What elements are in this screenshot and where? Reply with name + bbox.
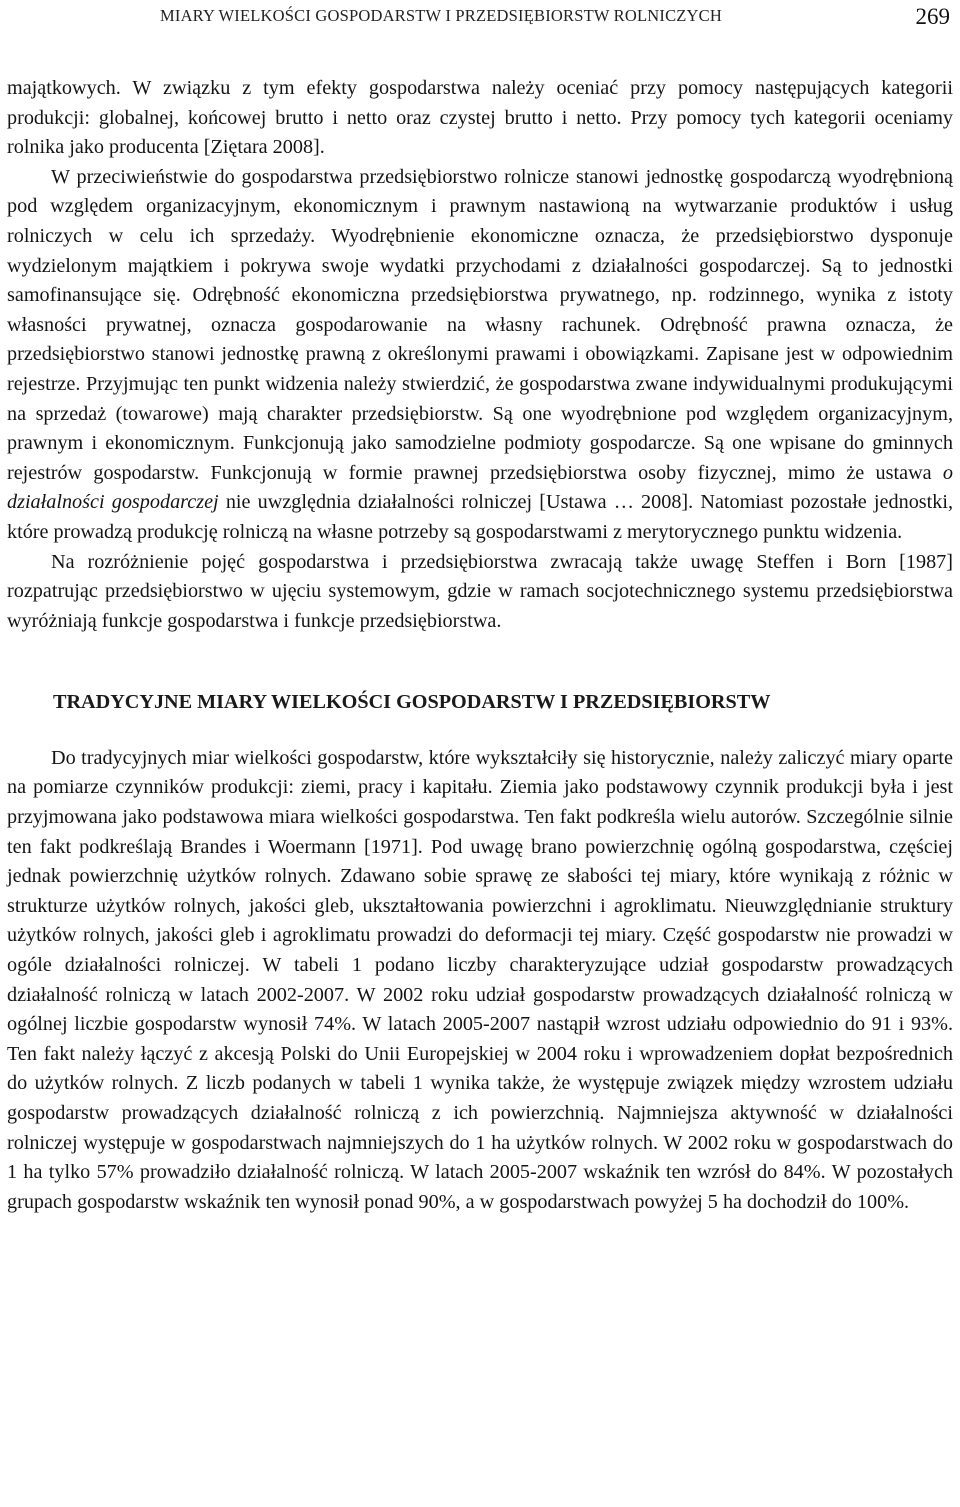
section-heading: TRADYCYJNE MIARY WIELKOŚCI GOSPODARSTW I PRZEDSIĘBIORSTW [53,691,771,714]
page-body [7,74,953,1217]
paragraph-enterprise [7,163,953,548]
paragraph-traditional-measures: Do tradycyjnych miar wielkości gospodarstw, które wykształciły się historycznie, należy zaliczyć miary oparte na pomiarze czynników produkcji: ziemi, pracy i kapitału. Ziemia jako podstawowy czynnik produkcji była i jest przyjmowana jako podstawowa miara wielkości gospodarstwa. Ten fakt podkreśla wielu autorów. Szczególnie silnie ten fakt podkreślają Brandes i Woermann [1971]. Pod uwagę brano powierzchnię ogólną gospodarstwa, częściej jednak powierzchnię użytków rolnych. Zdawano sobie sprawę ze słabości tej miary, które wynikają z różnic w strukturze użytków rolnych, jakości gleb, ukształtowania powierzchni i agroklimatu. Nieuwzględnianie struktury użytków rolnych, jakości gleb i agroklimatu prowadzi do deformacji tej miary. Część gospodarstw nie prowadzi w ogóle działalności rolniczej. W tabeli 1 podano liczby charakteryzujące udział gospodarstw prowadzących działalność rolniczą w latach 2002-2007. W 2002 roku udział gospodarstw prowadzących działalność rolniczą w ogólnej liczbie gospodarstw wynosił 74%. W latach 2005-2007 nastąpił wzrost udziału odpowiednio do 91 i 93%. Ten fakt należy łączyć z akcesją Polski do Unii Europejskiej w 2004 roku i wprowadzeniem dopłat bezpośrednich do użytków rolnych. Z liczb podanych w tabeli 1 wynika także, że występuje związek między wzrostem udziału gospodarstw prowadzących działalność rolniczą z ich powierzchnią. Najmniejsza aktywność w działalności rolniczej występuje w gospodarstwach najmniejszych do 1 ha użytków rolnych. W 2002 roku w gospodarstwach do 1 ha tylko 57% prowadziło działalność rolniczą. W latach 2005-2007 wskaźnik ten wzrósł do 84%. W pozostałych grupach gospodarstw wskaźnik ten wynosił ponad 90%, a w gospodarstwach powyżej 5 ha dochodził do 100%. [7,746,953,1213]
law-title-italic: o działalności gospodarczej [7,461,953,514]
paragraph-steffen-born: Na rozróżnienie pojęć gospodarstwa i przedsiębiorstwa zwracają także uwagę Steffen i Born [1987] rozpatrując przedsiębiorstwo w ujęciu systemowym, gdzie w ramach socjotechnicznego systemu przedsiębiorstwa wyróżniają funkcje gospodarstwa i funkcje przedsiębiorstwa. [7,550,953,632]
page-number: 269 [915,4,950,29]
running-header [0,4,960,34]
running-title: MIARY WIELKOŚCI GOSPODARSTW I PRZEDSIĘBIORSTW ROLNICZYCH [160,6,722,25]
paragraph-enterprise-part-2: nie uwzględnia działalności rolniczej [Ustawa … 2008]. Natomiast pozostałe jednostki, które prowadzą produkcję rolniczą na własne potrzeby są gospodarstwami z merytorycznego punktu widzenia. [7,491,953,543]
paragraph-continued: majątkowych. W związku z tym efekty gospodarstwa należy oceniać przy pomocy następujących kategorii produkcji: globalnej, końcowej brutto i netto oraz czystej brutto i netto. Przy pomocy tych kategorii oceniamy rolnika jako producenta [Ziętara 2008]. [7,77,953,159]
paragraph-enterprise-part-1: W przeciwieństwie do gospodarstwa przedsiębiorstwo rolnicze stanowi jednostkę gospodarczą wyodrębnioną pod względem organizacyjnym, ekonomicznym i prawnym nastawioną na wytwarzanie produktów i usług rolniczych w celu ich sprzedaży. Wyodrębnienie ekonomiczne oznacza, że przedsiębiorstwo dysponuje wydzielonym majątkiem i pokrywa swoje wydatki przychodami z działalności gospodarczej. Są to jednostki samofinansujące się. Odrębność ekonomiczna przedsiębiorstwa prywatnego, np. rodzinnego, wynika z istoty własności prywatnej, oznacza gospodarowanie na własny rachunek. Odrębność prawna oznacza, że przedsiębiorstwo stanowi jednostkę prawną z określonymi prawami i obowiązkami. Zapisane jest w odpowiednim rejestrze. Przyjmując ten punkt widzenia należy stwierdzić, że gospodarstwa zwane indywidualnymi produkującymi na sprzedaż (towarowe) mają charakter przedsiębiorstw. Są one wyodrębnione pod względem organizacyjnym, prawnym i ekonomicznym. Funkcjonują jako samodzielne podmioty gospodarcze. Są one wpisane do gminnych rejestrów gospodarstw. Funkcjonują w formie prawnej przedsiębiorstwa osoby fizycznej, mimo że ustawa [7,165,953,484]
